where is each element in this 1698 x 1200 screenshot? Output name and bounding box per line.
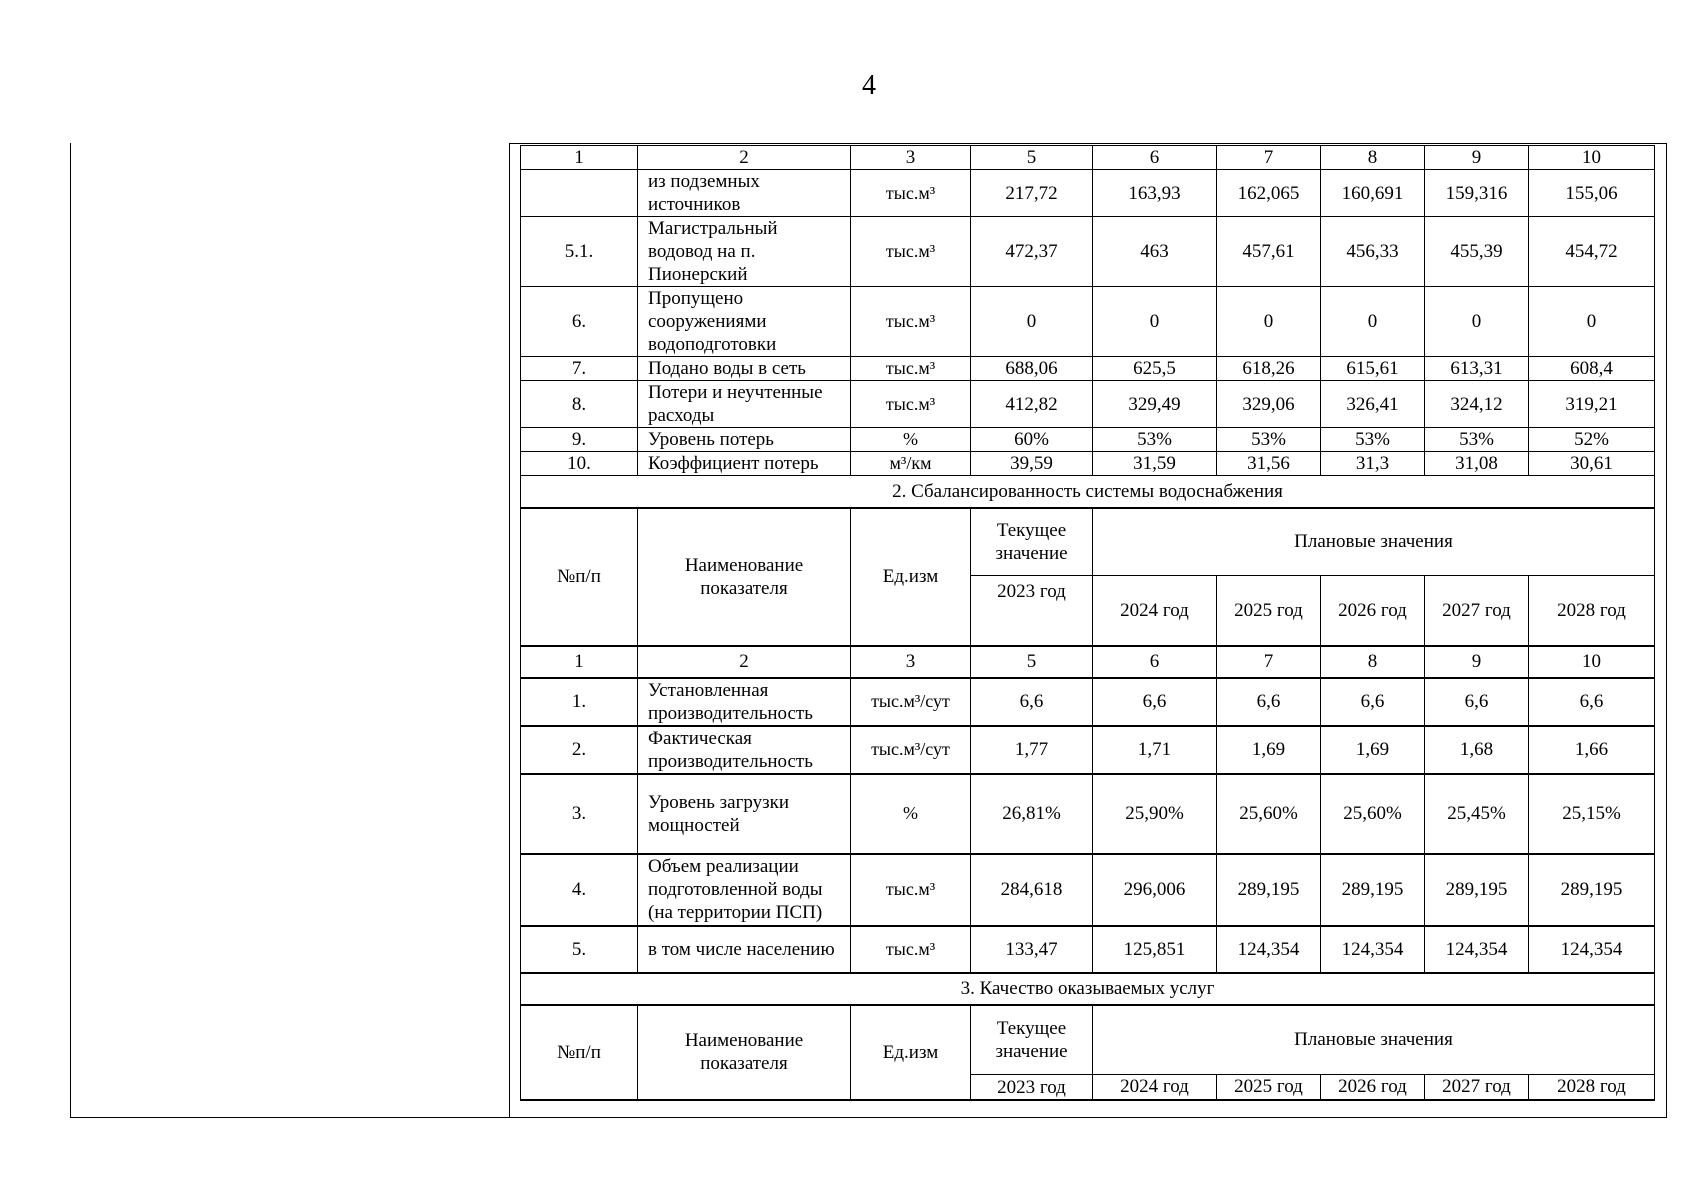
section2-header-row [521, 508, 1655, 576]
value-cell: 162,065 [1217, 170, 1321, 217]
row-number: 3. [521, 774, 638, 854]
value-cell: 472,37 [971, 217, 1093, 287]
indicator-name: из подземных источников [638, 170, 851, 217]
column-number: 5 [971, 146, 1093, 170]
row-number: 10. [521, 452, 638, 476]
row-number: 1. [521, 678, 638, 726]
value-cell: 688,06 [971, 357, 1093, 381]
unit: тыс.м³ [851, 170, 971, 217]
value-cell: 31,56 [1217, 452, 1321, 476]
indicators-table [520, 145, 1655, 1101]
unit: тыс.м³/сут [851, 726, 971, 774]
current-value-header: Текущее значение [971, 508, 1093, 576]
value-cell: 31,59 [1093, 452, 1217, 476]
value-cell: 0 [1321, 287, 1425, 357]
value-cell: 6,6 [1321, 678, 1425, 726]
value-cell: 284,618 [971, 854, 1093, 926]
value-cell: 124,354 [1425, 926, 1529, 973]
column-number: 6 [1093, 146, 1217, 170]
table-row [521, 926, 1655, 973]
num-header: №п/п [521, 1005, 638, 1100]
value-cell: 289,195 [1217, 854, 1321, 926]
table-row [521, 381, 1655, 428]
row-number: 7. [521, 357, 638, 381]
unit: м³/км [851, 452, 971, 476]
value-cell: 329,06 [1217, 381, 1321, 428]
value-cell: 608,4 [1529, 357, 1655, 381]
value-cell: 1,71 [1093, 726, 1217, 774]
column-number: 3 [851, 646, 971, 678]
table-row [521, 428, 1655, 452]
plan-year: 2024 год [1093, 576, 1217, 646]
value-cell: 324,12 [1425, 381, 1529, 428]
plan-year: 2027 год [1425, 576, 1529, 646]
value-cell: 618,26 [1217, 357, 1321, 381]
plan-year: 2028 год [1529, 576, 1655, 646]
row-number: 2. [521, 726, 638, 774]
column-number: 5 [971, 646, 1093, 678]
column-number: 10 [1529, 646, 1655, 678]
planned-values-header: Плановые значения [1093, 508, 1655, 576]
value-cell: 26,81% [971, 774, 1093, 854]
name-header: Наименование показателя [638, 1005, 851, 1100]
value-cell: 463 [1093, 217, 1217, 287]
plan-year: 2025 год [1217, 1075, 1321, 1100]
unit-header: Ед.изм [851, 508, 971, 646]
plan-year: 2026 год [1321, 576, 1425, 646]
value-cell: 133,47 [971, 926, 1093, 973]
value-cell: 160,691 [1321, 170, 1425, 217]
value-cell: 6,6 [1093, 678, 1217, 726]
column-number: 7 [1217, 646, 1321, 678]
value-cell: 613,31 [1425, 357, 1529, 381]
page-number: 4 [862, 70, 876, 101]
value-cell: 217,72 [971, 170, 1093, 217]
indicator-name: Уровень потерь [638, 428, 851, 452]
unit: тыс.м³ [851, 357, 971, 381]
value-cell: 329,49 [1093, 381, 1217, 428]
current-year: 2023 год [971, 576, 1093, 646]
table-row [521, 357, 1655, 381]
column-number: 9 [1425, 646, 1529, 678]
value-cell: 615,61 [1321, 357, 1425, 381]
value-cell: 25,90% [1093, 774, 1217, 854]
section3-title-row [521, 973, 1655, 1005]
row-number [521, 170, 638, 217]
value-cell: 1,77 [971, 726, 1093, 774]
indicator-name: Потери и неучтенные расходы [638, 381, 851, 428]
unit: тыс.м³ [851, 926, 971, 973]
column-number: 1 [521, 146, 638, 170]
current-year: 2023 год [971, 1075, 1093, 1100]
row-number: 8. [521, 381, 638, 428]
value-cell: 1,69 [1321, 726, 1425, 774]
value-cell: 53% [1425, 428, 1529, 452]
value-cell: 52% [1529, 428, 1655, 452]
table-row [521, 726, 1655, 774]
plan-year: 2028 год [1529, 1075, 1655, 1100]
value-cell: 296,006 [1093, 854, 1217, 926]
row-number: 6. [521, 287, 638, 357]
value-cell: 31,3 [1321, 452, 1425, 476]
column-number: 8 [1321, 646, 1425, 678]
value-cell: 155,06 [1529, 170, 1655, 217]
value-cell: 319,21 [1529, 381, 1655, 428]
value-cell: 53% [1321, 428, 1425, 452]
plan-year: 2025 год [1217, 576, 1321, 646]
unit: тыс.м³ [851, 217, 971, 287]
table-row [521, 774, 1655, 854]
column-numbers-row [521, 146, 1655, 170]
unit: тыс.м³ [851, 287, 971, 357]
value-cell: 124,354 [1217, 926, 1321, 973]
value-cell: 412,82 [971, 381, 1093, 428]
value-cell: 6,6 [1529, 678, 1655, 726]
plan-year: 2024 год [1093, 1075, 1217, 1100]
section2-title-row [521, 476, 1655, 508]
table-row [521, 678, 1655, 726]
value-cell: 124,354 [1321, 926, 1425, 973]
indicator-name: в том числе населению [638, 926, 851, 973]
table-row [521, 217, 1655, 287]
value-cell: 39,59 [971, 452, 1093, 476]
indicator-name: Установленная производительность [638, 678, 851, 726]
value-cell: 1,69 [1217, 726, 1321, 774]
column-number: 8 [1321, 146, 1425, 170]
value-cell: 0 [1093, 287, 1217, 357]
unit: % [851, 774, 971, 854]
plan-year: 2027 год [1425, 1075, 1529, 1100]
column-number: 6 [1093, 646, 1217, 678]
row-number: 9. [521, 428, 638, 452]
indicator-name: Объем реализации подготовленной воды (на территории ПСП) [638, 854, 851, 926]
row-number: 5.1. [521, 217, 638, 287]
value-cell: 0 [1529, 287, 1655, 357]
name-header: Наименование показателя [638, 508, 851, 646]
value-cell: 124,354 [1529, 926, 1655, 973]
value-cell: 25,15% [1529, 774, 1655, 854]
section2-column-numbers-row [521, 646, 1655, 678]
column-number: 1 [521, 646, 638, 678]
value-cell: 289,195 [1529, 854, 1655, 926]
row-number: 4. [521, 854, 638, 926]
value-cell: 0 [1217, 287, 1321, 357]
indicator-name: Фактическая производительность [638, 726, 851, 774]
plan-year: 2026 год [1321, 1075, 1425, 1100]
value-cell: 6,6 [1217, 678, 1321, 726]
column-number: 9 [1425, 146, 1529, 170]
current-value-header: Текущее значение [971, 1005, 1093, 1075]
value-cell: 30,61 [1529, 452, 1655, 476]
unit: тыс.м³/сут [851, 678, 971, 726]
planned-values-header: Плановые значения [1093, 1005, 1655, 1075]
table-row [521, 854, 1655, 926]
table-row [521, 452, 1655, 476]
unit: % [851, 428, 971, 452]
value-cell: 1,68 [1425, 726, 1529, 774]
value-cell: 455,39 [1425, 217, 1529, 287]
unit: тыс.м³ [851, 854, 971, 926]
value-cell: 289,195 [1321, 854, 1425, 926]
column-number: 2 [638, 646, 851, 678]
value-cell: 25,60% [1217, 774, 1321, 854]
value-cell: 31,08 [1425, 452, 1529, 476]
indicator-name: Пропущено сооружениями водоподготовки [638, 287, 851, 357]
row-number: 5. [521, 926, 638, 973]
value-cell: 53% [1217, 428, 1321, 452]
value-cell: 53% [1093, 428, 1217, 452]
value-cell: 25,60% [1321, 774, 1425, 854]
section3-title: 3. Качество оказываемых услуг [521, 973, 1655, 1005]
value-cell: 326,41 [1321, 381, 1425, 428]
section2-title: 2. Сбалансированность системы водоснабжения [521, 476, 1655, 508]
column-number: 2 [638, 146, 851, 170]
value-cell: 456,33 [1321, 217, 1425, 287]
value-cell: 25,45% [1425, 774, 1529, 854]
value-cell: 163,93 [1093, 170, 1217, 217]
column-number: 3 [851, 146, 971, 170]
value-cell: 289,195 [1425, 854, 1529, 926]
section3-header-row [521, 1005, 1655, 1075]
table-row [521, 287, 1655, 357]
value-cell: 60% [971, 428, 1093, 452]
column-number: 10 [1529, 146, 1655, 170]
value-cell: 159,316 [1425, 170, 1529, 217]
unit: тыс.м³ [851, 381, 971, 428]
indicator-name: Уровень загрузки мощностей [638, 774, 851, 854]
value-cell: 457,61 [1217, 217, 1321, 287]
value-cell: 0 [1425, 287, 1529, 357]
unit-header: Ед.изм [851, 1005, 971, 1100]
table-row [521, 170, 1655, 217]
value-cell: 454,72 [1529, 217, 1655, 287]
value-cell: 0 [971, 287, 1093, 357]
num-header: №п/п [521, 508, 638, 646]
value-cell: 1,66 [1529, 726, 1655, 774]
value-cell: 6,6 [971, 678, 1093, 726]
left-margin-frame [70, 143, 509, 1118]
value-cell: 6,6 [1425, 678, 1529, 726]
indicator-name: Подано воды в сеть [638, 357, 851, 381]
value-cell: 125,851 [1093, 926, 1217, 973]
indicator-name: Магистральный водовод на п. Пионерский [638, 217, 851, 287]
value-cell: 625,5 [1093, 357, 1217, 381]
indicator-name: Коэффициент потерь [638, 452, 851, 476]
column-number: 7 [1217, 146, 1321, 170]
